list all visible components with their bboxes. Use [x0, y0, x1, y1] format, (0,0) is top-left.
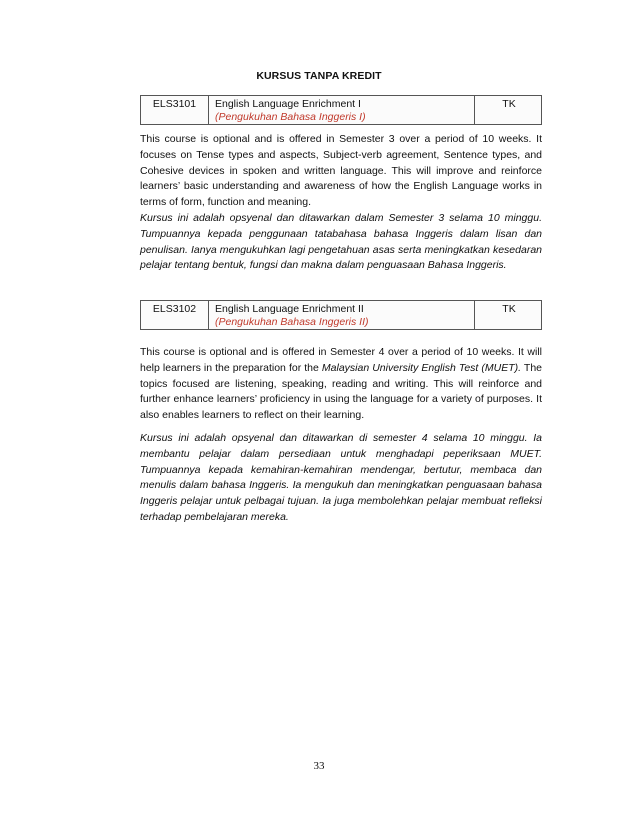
course-description-malay: Kursus ini adalah opsyenal dan ditawarkan di semester 4 selama 10 minggu. Ia membantu pelajar dalam persediaan untuk menghadapi peperiksaan MUET. Tumpuannya kepada kemahiran-kemahiran mendengar, bertutur, membaca dan menulis dalam bahasa Inggeris. Ia mengukuh dan meningkatkan penguasaan bahasa Inggeris pelajar untuk pelbagai tujuan. Ia juga membolehkan pelajar membuat refleksi terhadap pembelajaran mereka.	[140, 432, 542, 523]
description-emphasis: Malaysian University English Test (MUET).	[321, 361, 522, 374]
course-code: ELS3101	[141, 96, 209, 125]
course-description-malay: Kursus ini adalah opsyenal dan ditawarkan dalam Semester 3 selama 10 minggu. Tumpuannya kepada penggunaan tatabahasa bahasa Inggeris dalam lisan dan penulisan. Ianya mengukuhkan lagi pengetahuan asas serta meningkatkan kesedaran pelajar tentang bentuk, fungsi dan makna dalam penguasaan Bahasa Inggeris.	[140, 212, 542, 272]
course-table-els3102	[140, 300, 542, 330]
course-description-english	[140, 345, 542, 424]
course-title-malay: (Pengukuhan Bahasa Inggeris I)	[215, 110, 366, 123]
course-code: ELS3102	[141, 301, 209, 330]
table-row	[141, 301, 542, 330]
page-title: KURSUS TANPA KREDIT	[256, 70, 382, 82]
course-title-cell	[209, 96, 475, 125]
course-description-english: This course is optional and is offered in Semester 3 over a period of 10 weeks. It focuses on Tense types and aspects, Subject-verb agreement, Sentence types, and Cohesive devices in spoken and written language. This will improve and reinforce learners’ basic understanding and awareness of how the English Language works in terms of form, function and meaning.	[140, 133, 542, 209]
course-title-english: English Language Enrichment I	[215, 98, 361, 110]
course-credit: TK	[475, 96, 542, 125]
course-title-cell	[209, 301, 475, 330]
course-title-malay: (Pengukuhan Bahasa Inggeris II)	[215, 315, 369, 328]
course-table-els3101	[140, 95, 542, 125]
description-text: The topics focused are listening, speaking, reading and writing. This will reinforce and further enhance learners’ proficiency in using the language for a variety of purposes. It also enables learners to reflect on their learning.	[140, 361, 542, 422]
description-text: This course is optional and is offered in Semester 4 over a period of 10 weeks. It will help learners in the preparation for the	[140, 346, 542, 374]
page-number: 33	[313, 760, 325, 772]
course-title-english: English Language Enrichment II	[215, 303, 364, 315]
course-credit: TK	[475, 301, 542, 330]
table-row	[141, 96, 542, 125]
